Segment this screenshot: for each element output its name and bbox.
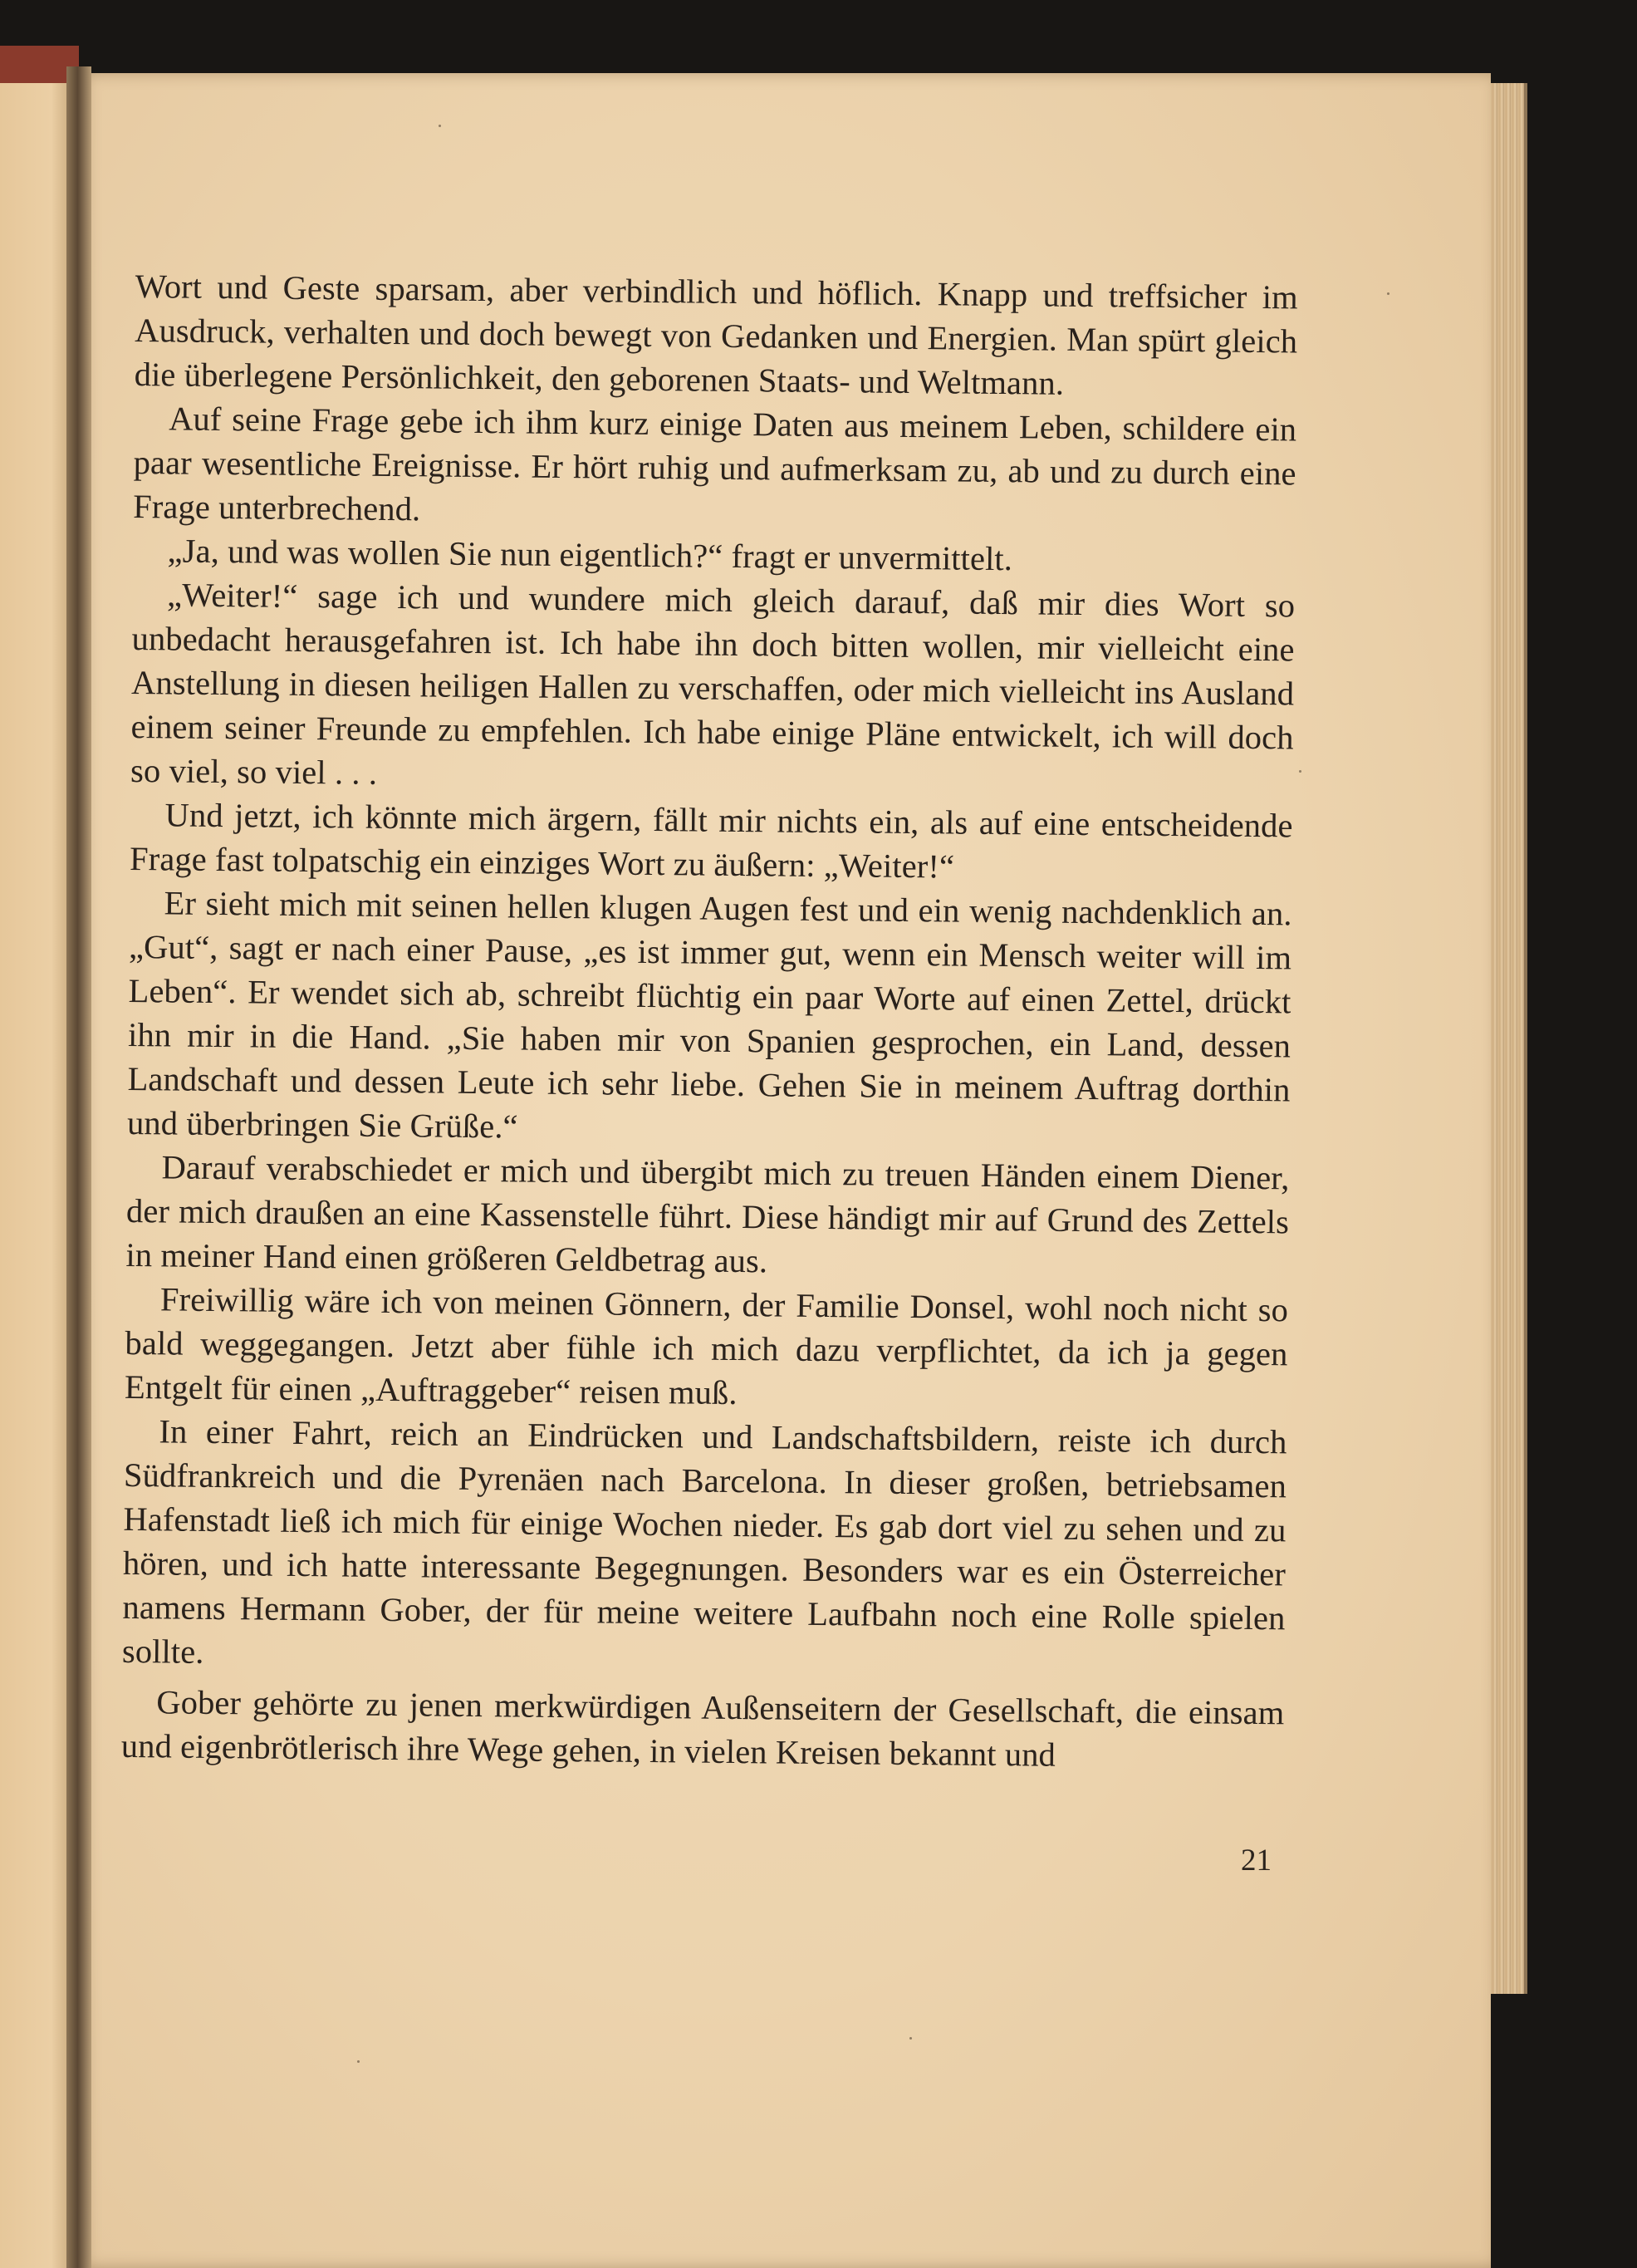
left-page-edge [0,83,73,2268]
paper-speck [439,125,441,127]
paragraph: Gober gehörte zu jenen merkwürdigen Außenseitern der Gesellschaft, die einsam und eigenbrötlerisch ihre Wege gehen, in vielen Kreisen bekannt und [120,1683,1285,1774]
paragraph: Auf seine Frage gebe ich ihm kurz einige Daten aus meinem Leben, schildere ein paar wesentliche Ereignisse. Er hört ruhig und aufmerksam zu, ab und zu durch eine Frage unterbrechend. [132,400,1297,528]
paragraph: Freiwillig wäre ich von meinen Gönnern, der Familie Donsel, wohl noch nicht so bald weggegangen. Jetzt aber fühle ich mich dazu verpflichtet, da ich ja gegen Entgelt für einen „Auftraggeber“ reisen muß. [124,1280,1289,1412]
paper-speck [1299,770,1301,773]
paragraph: „Weiter!“ sage ich und wundere mich gleich darauf, daß mir dies Wort so unbedacht herausgefahren ist. Ich habe ihn doch bitten wollen, mir vielleicht eine Anstellung in diesen heiligen Hallen zu verschaffen, oder mich vielleicht ins Ausland einem seiner Freunde zu empfehlen. Ich habe einige Pläne entwickelt, ich will doch so viel, so viel . . . [130,576,1296,792]
paragraph: Wort und Geste sparsam, aber verbindlich und höflich. Knapp und treffsicher im Ausdruck, verhalten und doch bewegt von Gedanken und Energien. Man spürt gleich die überlegene Persönlichkeit, den geborenen Staats- und Weltmann. [134,267,1298,402]
paper-speck [357,2060,360,2063]
paragraph: In einer Fahrt, reich an Eindrücken und Landschaftsbildern, reiste ich durch Südfrankreich und die Pyrenäen nach Barcelona. In dieser großen, betriebsamen Hafenstadt ließ ich mich für einige Wochen nieder. Es gab dort viel zu sehen und zu hören, und ich hatte interessante Begegnungen. Besonders war es ein Österreicher namens Hermann Gober, der für meine weitere Laufbahn noch eine Rolle spielen sollte. [121,1412,1287,1671]
paper-speck [909,2037,912,2040]
paragraph: Und jetzt, ich könnte mich ärgern, fällt mir nichts ein, als auf eine entscheidende Frage fast tolpatschig ein einziges Wort zu äußern: „Weiter!“ [129,796,1293,886]
body-text [121,264,1298,1779]
book-gutter [66,66,91,2268]
page-number: 21 [1241,1843,1272,1878]
paragraph: „Ja, und was wollen Sie nun eigentlich?“ fragt er unvermittelt. [167,532,1013,578]
paragraph: Er sieht mich mit seinen hellen klugen Augen fest und ein wenig nachdenklich an. „Gut“, sagt er nach einer Pause, „es ist immer gut, wenn ein Mensch weiter will im Leben“. Er wendet sich ab, schreibt flüchtig ein paar Worte auf einen Zettel, drückt ihn mir in die Hand. „Sie haben mir von Spanien gesprochen, ein Land, dessen Landschaft und dessen Leute ich sehr liebe. Gehen Sie in meinem Auftrag dorthin und überbringen Sie Grüße.“ [126,884,1292,1146]
page-stack-edges [1491,83,1527,1994]
paper-speck [1387,292,1389,295]
paragraph: Darauf verabschiedet er mich und übergibt mich zu treuen Händen einem Diener, der mich draußen an eine Kassenstelle führt. Diese händigt mir auf Grund des Zettels in meiner Hand einen größeren Geldbetrag aus. [125,1148,1290,1280]
